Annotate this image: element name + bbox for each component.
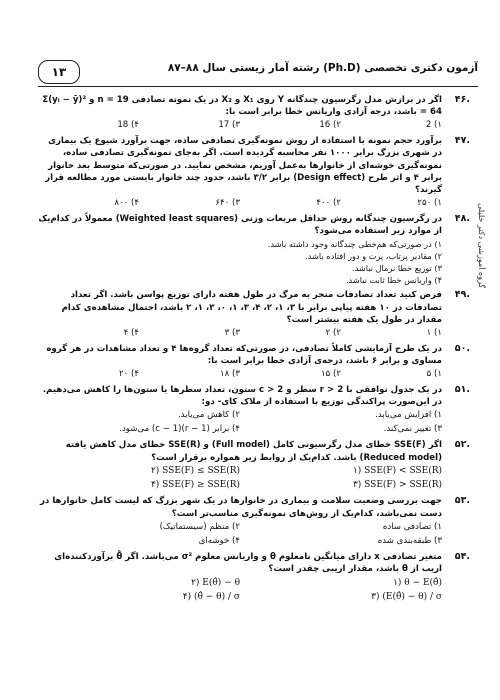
option-2[interactable]: ۲) E(θ̂) − θ: [191, 577, 240, 588]
question-number: ۴۸.: [454, 212, 470, 224]
question-49: [38, 289, 470, 339]
question-text: در یک جدول توافقی با r > 2 سطر و c > 2 ستون، تعداد سطرها یا ستون‌ها را کاهش می‌دهیم. در این‌صورت پراکندگی توزیع با استفاده از ملاک کای- دو:: [42, 384, 442, 407]
question-text: متغیر تصادفی x دارای میانگین نامعلوم θ و واریانس معلوم σ² می‌باشد. اگر θ̂ برآوردکننده‌ای اریب از θ باشد، مقدار اریبی چقدر است؟: [54, 551, 442, 575]
option-4[interactable]: ۴) SSE(F) ≥ SSE(R): [150, 480, 240, 491]
question-54: [38, 550, 470, 604]
question-48: [38, 212, 470, 287]
options-grid: [38, 520, 466, 548]
option-2[interactable]: ۲) کاهش می‌یابد.: [177, 410, 240, 421]
question-text: اگر در برازش مدل رگرسیون چندگانه Y روی X₁ و X₂ در یک نمونه تصادفی n = 19 و Σ(yᵢ − ȳ)² = 64 باشد، درجه آزادی واریانس خطا برابر است با:: [42, 95, 442, 118]
option-1[interactable]: ۱) ۵: [426, 368, 442, 379]
option-1[interactable]: ۱) θ − E(θ̂): [393, 577, 442, 588]
option-2[interactable]: ۲) ۲: [325, 327, 341, 338]
option-1[interactable]: ۱) تصادفی ساده: [382, 521, 442, 532]
option-1[interactable]: ۱) در صورتی‌که هم‌خطی چندگانه وجود داشته باشد.: [267, 238, 442, 249]
question-number: ۵۳.: [454, 495, 470, 507]
options-grid: [38, 576, 466, 604]
question-number: ۴۶.: [454, 94, 470, 105]
option-2[interactable]: ۲) 16: [319, 119, 341, 130]
option-3[interactable]: ۳) (E(θ̂) − θ) / σ: [371, 591, 442, 602]
question-text: فرض کنید تعداد تصادفات منجر به مرگ در طول هفته دارای توزیع پواسن باشد. اگر تعداد تصادفات در ۱۰ هفته پیاپی برابر با ۳، ۱، ۲، ۴، ۳، ۱، ۰، ۳، ۱، ۲ باشد، احتمال مشاهده‌ی کدام مقدار در طول یک هفته بیشتر است؟: [61, 290, 442, 326]
question-number: ۴۷.: [454, 134, 470, 146]
question-number: ۵۰.: [454, 342, 470, 354]
option-1[interactable]: ۱) 2: [425, 119, 442, 130]
options-column: [38, 238, 466, 287]
question-46: [38, 94, 470, 132]
exam-title: آزمون دکتری تخصصی (Ph.D) رشته آمار زیستی سال ۸۸–۸۷: [167, 62, 478, 74]
option-2[interactable]: ۲) SSE(F) ≤ SSE(R): [150, 466, 240, 477]
question-number: ۵۱.: [454, 383, 470, 395]
option-3[interactable]: ۳) ۶۴۰: [215, 197, 240, 208]
option-1[interactable]: ۱) ۲۵۰: [417, 197, 442, 208]
option-3[interactable]: ۳) توزیع خطا نرمال نباشد.: [351, 263, 442, 274]
option-2[interactable]: ۲) مقادیر پرتاب، پرت و دور افتاده باشد.: [305, 250, 442, 261]
questions-list: [38, 94, 470, 607]
option-4[interactable]: ۴) ۴: [123, 327, 139, 338]
option-3[interactable]: ۳) طبقه‌بندی شده: [377, 535, 442, 546]
options-row: [38, 327, 466, 340]
option-3[interactable]: ۳) ۳: [224, 327, 240, 338]
options-grid: [38, 464, 466, 492]
page-header: [38, 62, 478, 82]
options-row: [38, 368, 466, 381]
question-50: [38, 342, 470, 381]
option-4[interactable]: ۴) برابر (r − 1)(c − 1) می‌شود.: [119, 424, 240, 435]
option-3[interactable]: ۳) SSE(F) > SSE(R): [352, 480, 442, 491]
question-text: در رگرسیون چندگانه روش حداقل مربعات وزنی (Weighted least squares) معمولاً در کدام‌یک از موارد زیر استفاده می‌شود؟: [38, 213, 442, 237]
option-4[interactable]: ۴) ۲۰: [119, 368, 139, 379]
option-1[interactable]: ۱) ۱: [426, 327, 442, 338]
option-3[interactable]: ۳) تغییر نمی‌کند.: [383, 424, 442, 435]
option-1[interactable]: ۱) SSE(F) < SSE(R): [352, 466, 442, 477]
question-47: [38, 134, 470, 210]
options-row: [38, 197, 466, 210]
option-4[interactable]: ۴) ۸۰۰: [114, 197, 139, 208]
question-53: [38, 495, 470, 548]
question-number: ۵۴.: [454, 550, 470, 562]
options-grid: [38, 408, 466, 436]
option-2[interactable]: ۲) ۴۰۰: [316, 197, 341, 208]
option-2[interactable]: ۲) ۱۵: [321, 368, 341, 379]
question-text: برآورد حجم نمونه با استفاده از روش نمونه‌گیری تصادفی ساده، جهت برآورد شیوع یک بیماری در شهری بزرگ برابر ۱۰۰۰ نفر محاسبه گردیده است. اگر به‌جای نمونه‌گیری تصادفی ساده، نمونه‌گیری خوشه‌ای از خانوارها به‌عمل آوریم، مشخص نمایید. در صورتی‌که متوسط بعد خانوار برابر ۴ و اثر طرح (Design effect) برابر ۳/۲ باشد، حدود چند خانوار بایستی مورد مطالعه قرار گیرند؟: [45, 135, 442, 196]
options-row: [38, 119, 466, 132]
question-number: ۵۲.: [454, 439, 470, 451]
question-number: ۴۹.: [454, 289, 470, 301]
question-text: جهت بررسی وضعیت سلامت و بیماری در خانوارها در یک شهر بزرگ که لیست کامل خانوارها در دست نمی‌باشد، کدام‌یک از روش‌های نمونه‌گیری مناسب‌تر است؟: [39, 496, 442, 519]
option-4[interactable]: ۴) (θ̂ − θ) / σ: [182, 591, 240, 602]
option-2[interactable]: ۲) منظم (سیستماتیک): [159, 521, 240, 532]
question-text: در یک طرح آزمایشی کاملاً تصادفی، در صورتی‌که تعداد گروه‌ها ۴ و تعداد مشاهدات در هر گروه مساوی و برابر ۶ باشد، درجه‌ی آزادی خطا برابر است با:: [46, 343, 442, 367]
option-4[interactable]: ۴) خوشه‌ای: [198, 535, 240, 546]
side-watermark-label: گروه آموزشی دکتر خلیلی: [477, 202, 486, 288]
question-text: اگر SSE(F) خطای مدل رگرسیونی کامل (Full model) و SSE(R) خطای مدل کاهش یافته (Reduced model) باشد. کدام‌یک از روابط زیر همواره برقرار است؟: [65, 440, 442, 463]
option-3[interactable]: ۳) 17: [218, 119, 240, 130]
question-51: [38, 383, 470, 437]
page-number-badge: ١٣: [38, 60, 80, 84]
option-4[interactable]: ۴) 18: [117, 119, 139, 130]
header-divider: [38, 86, 478, 87]
question-52: [38, 439, 470, 492]
option-1[interactable]: ۱) افزایش می‌یابد.: [375, 410, 442, 421]
option-4[interactable]: ۴) واریانس خطا ثابت نباشد.: [345, 275, 442, 286]
option-3[interactable]: ۳) ۱۸: [220, 368, 240, 379]
